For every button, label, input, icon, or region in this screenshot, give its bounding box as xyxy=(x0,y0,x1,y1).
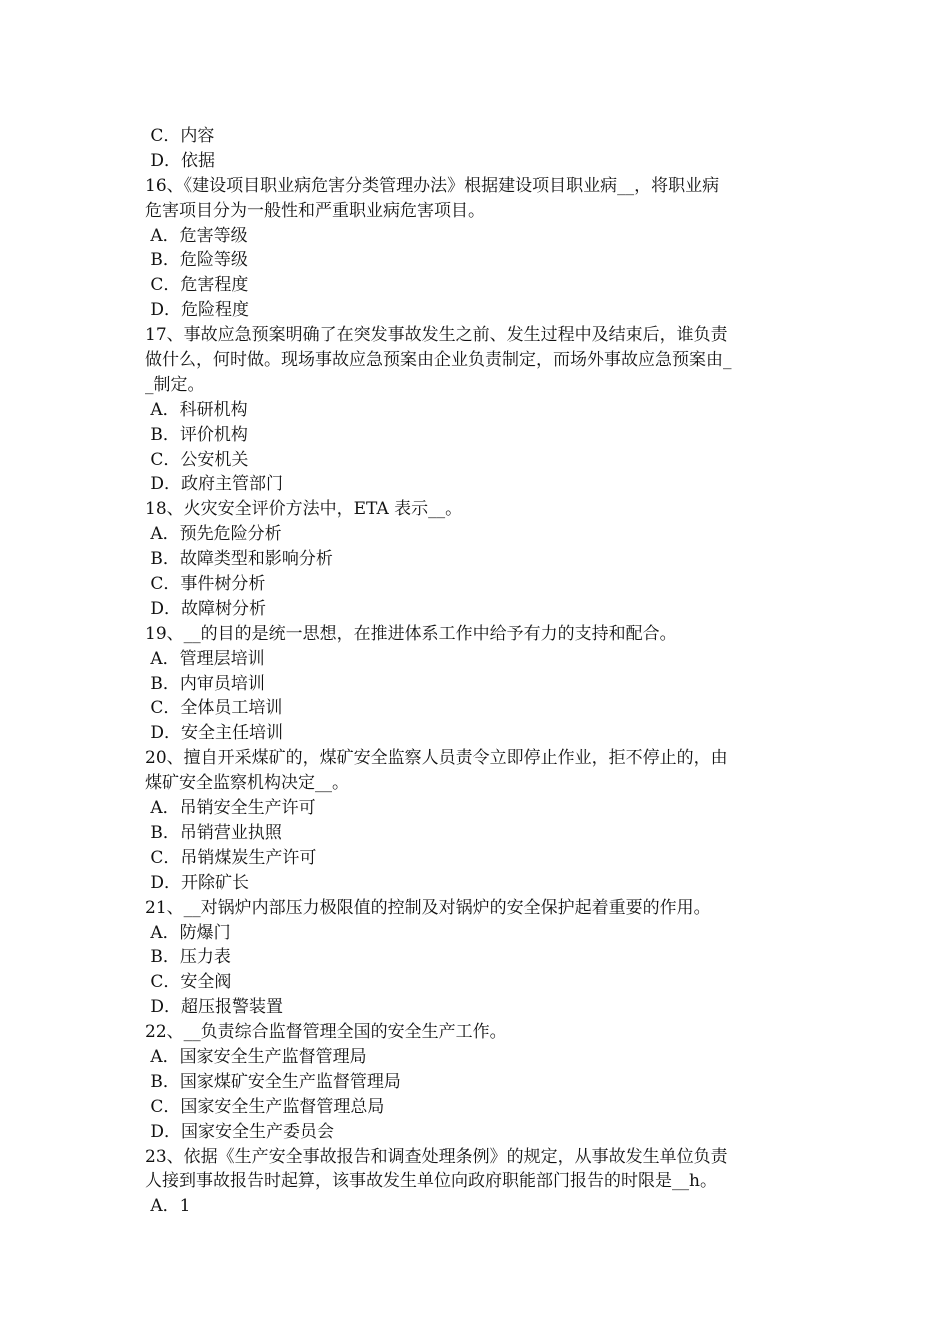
option-line: C．公安机关 xyxy=(145,449,249,470)
option-line: C．危害程度 xyxy=(145,275,249,296)
option-line: A．1 xyxy=(145,1196,191,1217)
option-line: D．政府主管部门 xyxy=(145,474,284,495)
option-line: A．预先危险分析 xyxy=(145,524,282,545)
option-line: A．管理层培训 xyxy=(145,648,265,669)
option-line: B．故障类型和影响分析 xyxy=(145,549,333,570)
option-line: B．压力表 xyxy=(145,947,231,968)
option-line: D．国家安全生产委员会 xyxy=(145,1121,335,1142)
option-line: C．国家安全生产监督管理总局 xyxy=(145,1096,385,1117)
question-16-line: 16、《建设项目职业病危害分类管理办法》根据建设项目职业病__，将职业病 xyxy=(145,175,720,196)
question-19-line: 19、__的目的是统一思想，在推进体系工作中给予有力的支持和配合。 xyxy=(145,623,677,644)
option-line: B．内审员培训 xyxy=(145,673,265,694)
option-line: A．科研机构 xyxy=(145,399,248,420)
option-line: A．危害等级 xyxy=(145,225,248,246)
option-line: C．内容 xyxy=(145,126,215,146)
option-line: D．安全主任培训 xyxy=(145,723,284,744)
option-line: D．超压报警装置 xyxy=(145,997,284,1018)
option-line: D．依据 xyxy=(145,150,216,171)
question-22-line: 22、__负责综合监督管理全国的安全生产工作。 xyxy=(145,1022,507,1043)
option-line: C．安全阀 xyxy=(145,972,232,993)
option-line: D．开除矿长 xyxy=(145,872,250,893)
exam-text-body xyxy=(145,124,813,1219)
question-18-line: 18、火灾安全评价方法中，ETA 表示__。 xyxy=(145,499,463,520)
question-20-line: 煤矿安全监察机构决定__。 xyxy=(145,773,349,794)
option-line: A．国家安全生产监督管理局 xyxy=(145,1046,367,1067)
question-16-line: 危害项目分为一般性和严重职业病危害项目。 xyxy=(145,200,485,221)
option-line: D．危险程度 xyxy=(145,300,250,321)
question-23-line: 人接到事故报告时起算，该事故发生单位向政府职能部门报告的时限是__h。 xyxy=(145,1171,717,1192)
option-line: A．吊销安全生产许可 xyxy=(145,798,316,819)
question-17-line: _制定。 xyxy=(145,374,205,395)
question-17-line: 17、事故应急预案明确了在突发事故发生之前、发生过程中及结束后，谁负责 xyxy=(145,325,728,346)
option-line: C．吊销煤炭生产许可 xyxy=(145,847,317,868)
option-line: B．评价机构 xyxy=(145,424,248,445)
question-20-line: 20、擅自开采煤矿的，煤矿安全监察人员责令立即停止作业，拒不停止的，由 xyxy=(145,748,728,769)
question-17-line: 做什么，何时做。现场事故应急预案由企业负责制定，而场外事故应急预案由_ xyxy=(145,350,732,371)
option-line: C．全体员工培训 xyxy=(145,698,283,719)
option-line: A．防爆门 xyxy=(145,922,231,943)
option-line: D．故障树分析 xyxy=(145,598,267,619)
question-21-line: 21、__对锅炉内部压力极限值的控制及对锅炉的安全保护起着重要的作用。 xyxy=(145,897,711,918)
option-line: C．事件树分析 xyxy=(145,574,266,595)
option-line: B．危险等级 xyxy=(145,250,248,271)
option-line: B．国家煤矿安全生产监督管理局 xyxy=(145,1071,401,1092)
question-23-line: 23、依据《生产安全事故报告和调查处理条例》的规定，从事故发生单位负责 xyxy=(145,1146,728,1167)
option-line: B．吊销营业执照 xyxy=(145,822,282,843)
